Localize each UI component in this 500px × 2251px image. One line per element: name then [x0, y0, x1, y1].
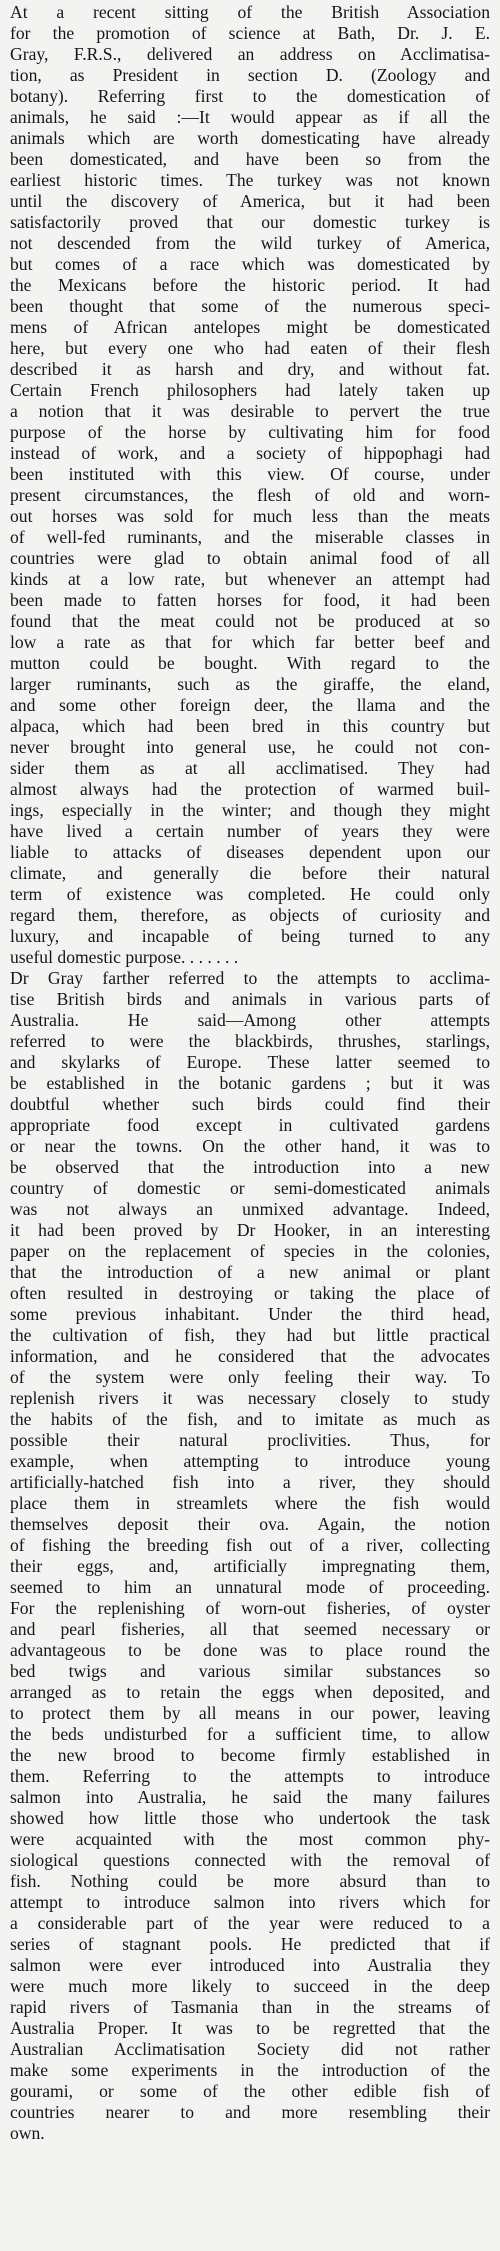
article-line: their eggs, and, artificially impregnating them, — [10, 1556, 490, 1576]
article-line: At a recent sitting of the British Association — [10, 2, 490, 22]
article-line: paper on the replacement of species in the colonies, — [10, 1241, 490, 1261]
article-line: satisfactorily proved that our domestic turkey is — [10, 212, 490, 232]
article-line: the new brood to become firmly established in — [10, 1745, 490, 1765]
article-line: were acquainted with the most common phy- — [10, 1829, 490, 1849]
article-line: found that the meat could not be produced at so — [10, 611, 490, 631]
article-line: larger ruminants, such as the giraffe, the eland, — [10, 674, 490, 694]
article-line: siological questions connected with the removal of — [10, 1850, 490, 1870]
article-line: present circumstances, the flesh of old and worn- — [10, 485, 490, 505]
article-line: and some other foreign deer, the llama and the — [10, 695, 490, 715]
article-line: useful domestic purpose. . . . . . . — [10, 947, 239, 967]
article-line: tise British birds and animals in various parts of — [10, 989, 490, 1009]
article-line: the beds undisturbed for a sufficient time, to allow — [10, 1724, 490, 1744]
article-line: bed twigs and various similar substances so — [10, 1661, 490, 1681]
article-line: earliest historic times. The turkey was not known — [10, 170, 490, 190]
article-line: some previous inhabitant. Under the third head, — [10, 1304, 490, 1324]
article-line: make some experiments in the introduction of the — [10, 2060, 490, 2080]
article-line: and pearl fisheries, all that seemed necessary or — [10, 1619, 490, 1639]
article-line: series of stagnant pools. He predicted that if — [10, 1934, 490, 1954]
article-line: Certain French philosophers had lately taken up — [10, 380, 490, 400]
article-line: mens of African antelopes might be domesticated — [10, 317, 490, 337]
article-line: never brought into general use, he could not con- — [10, 737, 490, 757]
article-line: country of domestic or semi-domesticated animals — [10, 1178, 490, 1198]
article-line: luxury, and incapable of being turned to any — [10, 926, 490, 946]
article-line: been instituted with this view. Of course, under — [10, 464, 490, 484]
article-line: showed how little those who undertook the task — [10, 1808, 490, 1828]
article-line — [10, 2144, 490, 2165]
article-line: ings, especially in the winter; and though they might — [10, 800, 490, 820]
article-line: referred to were the blackbirds, thrushes, starlings, — [10, 1031, 490, 1051]
article-line: to protect them by all means in our power, leaving — [10, 1703, 490, 1723]
article-line: information, and he considered that the advocates — [10, 1346, 490, 1366]
article-line: was not always an unmixed advantage. Indeed, — [10, 1199, 490, 1219]
article-line: gourami, or some of the other edible fish of — [10, 2081, 490, 2101]
article-line: liable to attacks of diseases dependent upon our — [10, 842, 490, 862]
article-line: a notion that it was desirable to pervert the true — [10, 401, 490, 421]
article-line: climate, and generally die before their natural — [10, 863, 490, 883]
article-line: them. Referring to the attempts to introduce — [10, 1766, 490, 1786]
article-line: of the system were only feeling their way. To — [10, 1367, 490, 1387]
article-line: own. — [10, 2123, 45, 2143]
article-line: regard them, therefore, as objects of curiosity and — [10, 905, 490, 925]
article-line — [10, 2165, 490, 2186]
article-line: not descended from the wild turkey of America, — [10, 233, 490, 253]
article-line: Australia. He said—Among other attempts — [10, 1010, 490, 1030]
article-line: alpaca, which had been bred in this country but — [10, 716, 490, 736]
article-line: were much more likely to succeed in the deep — [10, 1976, 490, 1996]
article-line: instead of work, and a society of hippophagi had — [10, 443, 490, 463]
article-line: For the replenishing of worn-out fisheries, of oyster — [10, 1598, 490, 1618]
article-line: countries were glad to obtain animal food of all — [10, 548, 490, 568]
article-line: replenish rivers it was necessary closely to study — [10, 1388, 490, 1408]
article-line: of well-fed ruminants, and the miserable classes in — [10, 527, 490, 547]
article-line: until the discovery of America, but it had been — [10, 191, 490, 211]
article-line: salmon were ever introduced into Australia they — [10, 1955, 490, 1975]
article-line: seemed to him an unnatural mode of proceeding. — [10, 1577, 490, 1597]
article-line: almost always had the protection of warmed buil- — [10, 779, 490, 799]
article-line: be established in the botanic gardens ; but it was — [10, 1073, 490, 1093]
article-line: the cultivation of fish, they had but little practical — [10, 1325, 490, 1345]
newspaper-article-column — [10, 2, 490, 2247]
article-line: artificially-hatched fish into a river, they should — [10, 1472, 490, 1492]
article-line: tion, as President in section D. (Zoology and — [10, 65, 490, 85]
article-line: botany). Referring first to the domestication of — [10, 86, 490, 106]
article-line: attempt to introduce salmon into rivers which for — [10, 1892, 490, 1912]
article-line: sider them as at all acclimatised. They had — [10, 758, 490, 778]
article-line: term of existence was completed. He could only — [10, 884, 490, 904]
article-line — [10, 2207, 490, 2228]
article-line: of fishing the breeding fish out of a river, collecting — [10, 1535, 490, 1555]
article-line: mutton could be bought. With regard to the — [10, 653, 490, 673]
article-line: fish. Nothing could be more absurd than to — [10, 1871, 490, 1891]
article-line: rapid rivers of Tasmania than in the streams of — [10, 1997, 490, 2017]
article-line: be observed that the introduction into a new — [10, 1157, 490, 1177]
article-line: appropriate food except in cultivated gardens — [10, 1115, 490, 1135]
article-line: advantageous to be done was to place round the — [10, 1640, 490, 1660]
article-line: Gray, F.R.S., delivered an address on Acclimatisa- — [10, 44, 490, 64]
article-line: Australia Proper. It was to be regretted that the — [10, 2018, 490, 2038]
article-line: place them in streamlets where the fish would — [10, 1493, 490, 1513]
article-line: the Mexicans before the historic period. It had — [10, 275, 490, 295]
article-line: here, but every one who had eaten of their flesh — [10, 338, 490, 358]
article-line: animals which are worth domesticating have already — [10, 128, 490, 148]
article-line: a considerable part of the year were reduced to a — [10, 1913, 490, 1933]
article-line: but comes of a race which was domesticated by — [10, 254, 490, 274]
article-line: Dr Gray farther referred to the attempts to acclima- — [10, 968, 490, 988]
article-line: doubtful whether such birds could find their — [10, 1094, 490, 1114]
article-line: or near the towns. On the other hand, it was to — [10, 1136, 490, 1156]
article-line: themselves deposit their ova. Again, the notion — [10, 1514, 490, 1534]
article-line: salmon into Australia, he said the many failures — [10, 1787, 490, 1807]
article-line: countries nearer to and more resembling their — [10, 2102, 490, 2122]
article-line: and skylarks of Europe. These latter seemed to — [10, 1052, 490, 1072]
article-line: arranged as to retain the eggs when deposited, and — [10, 1682, 490, 1702]
article-line: for the promotion of science at Bath, Dr. J. E. — [10, 23, 490, 43]
article-line: low a rate as that for which far better beef and — [10, 632, 490, 652]
article-line: described it as harsh and dry, and without fat. — [10, 359, 490, 379]
article-line: it had been proved by Dr Hooker, in an interesting — [10, 1220, 490, 1240]
article-line: kinds at a low rate, but whenever an attempt had — [10, 569, 490, 589]
article-line: have lived a certain number of years they were — [10, 821, 490, 841]
article-line: purpose of the horse by cultivating him for food — [10, 422, 490, 442]
article-line: been domesticated, and have been so from the — [10, 149, 490, 169]
article-line: been made to fatten horses for food, it had been — [10, 590, 490, 610]
article-line: out horses was sold for much less than the meats — [10, 506, 490, 526]
article-line: been thought that some of the numerous speci- — [10, 296, 490, 316]
article-line: that the introduction of a new animal or plant — [10, 1262, 490, 1282]
article-line: animals, he said :—It would appear as if all the — [10, 107, 490, 127]
article-line: Australian Acclimatisation Society did not rather — [10, 2039, 490, 2059]
article-line: example, when attempting to introduce young — [10, 1451, 490, 1471]
article-line: often resulted in destroying or taking the place of — [10, 1283, 490, 1303]
article-line — [10, 2186, 490, 2207]
article-line: possible their natural proclivities. Thus, for — [10, 1430, 490, 1450]
article-line: the habits of the fish, and to imitate as much as — [10, 1409, 490, 1429]
